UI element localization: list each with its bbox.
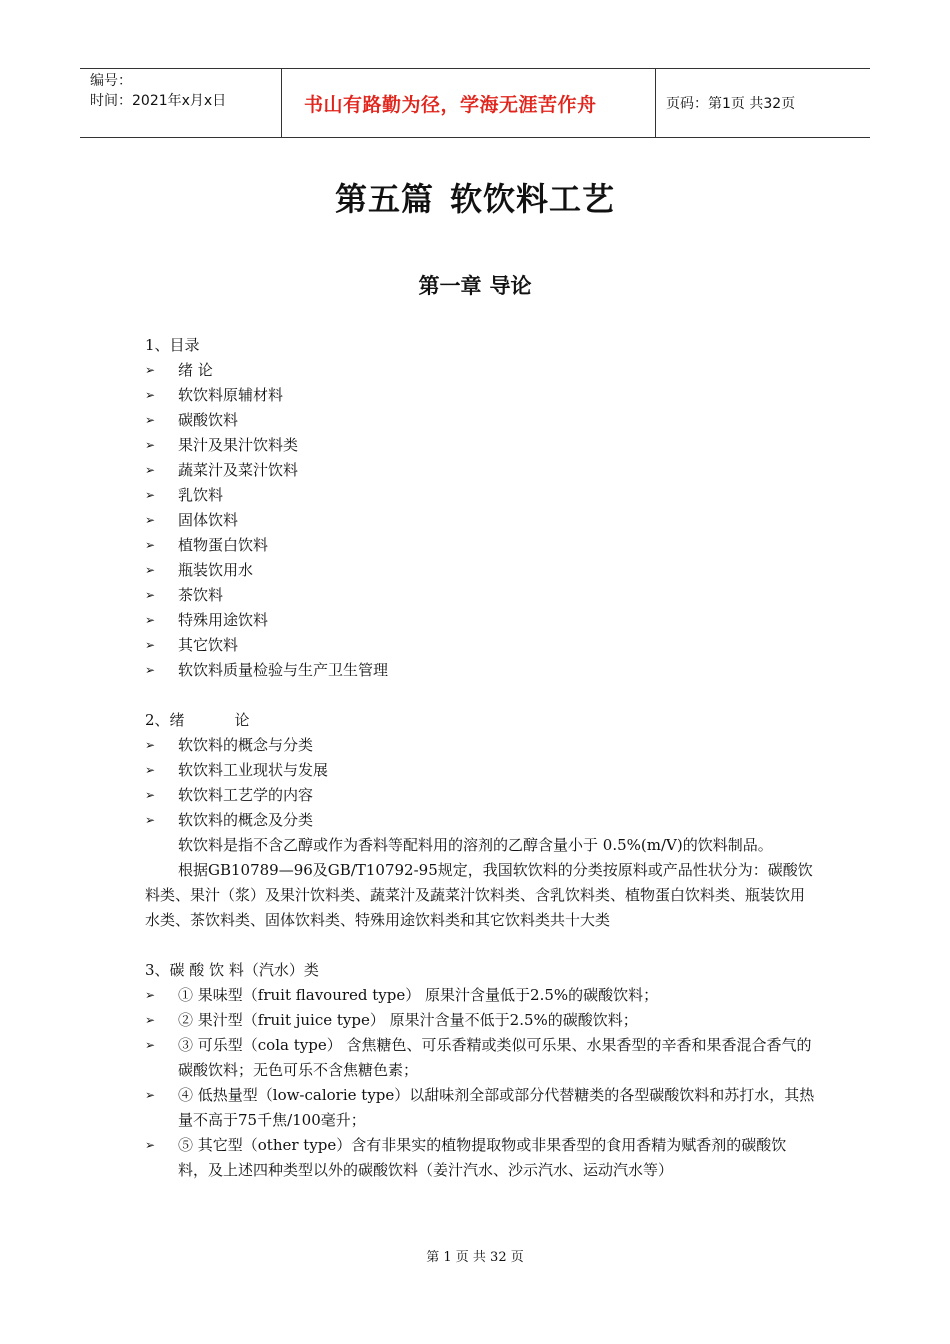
list-item-text: 果汁及果汁饮料类 <box>178 436 299 454</box>
arrowhead-bullet-icon: ➢ <box>145 488 156 502</box>
list-item <box>145 658 815 683</box>
list-item <box>145 983 815 1008</box>
header-motto: 书山有路勤为径，学海无涯苦作舟 <box>304 93 597 116</box>
list-item <box>145 583 815 608</box>
list-item <box>145 1133 815 1183</box>
arrowhead-bullet-icon: ➢ <box>145 538 156 552</box>
list-item-text: ⑤ 其它型（other type）含有非果实的植物提取物或非果香型的食用香精为赋香剂的碳酸饮料，及上述四种类型以外的碳酸饮料（姜汁汽水、沙示汽水、运动汽水等） <box>178 1136 787 1179</box>
number-label: 编号： <box>90 73 132 89</box>
title-name: 软饮料工艺 <box>450 180 616 218</box>
list-item <box>145 608 815 633</box>
arrowhead-bullet-icon: ➢ <box>145 1013 156 1027</box>
section2-paragraph-1: 软饮料是指不含乙醇或作为香料等配料用的溶剂的乙醇含量小于 0.5%(m/V)的饮料制品。 <box>178 836 773 854</box>
list-item <box>145 733 815 758</box>
header-page-info: 页码：第1页 共32页 <box>666 96 796 112</box>
list-item-text: ③ 可乐型（cola type） 含焦糖色、可乐香精或类似可乐果、水果香型的辛香和果香混合香气的碳酸饮料；无色可乐不含焦糖色素； <box>178 1036 812 1079</box>
title-part: 第五篇 <box>334 180 434 218</box>
list-item-text: 软饮料的概念及分类 <box>178 811 314 829</box>
arrowhead-bullet-icon: ➢ <box>145 563 156 577</box>
list-item <box>145 533 815 558</box>
list-item-text: ① 果味型（fruit flavoured type） 原果汁含量低于2.5%的碳酸饮料； <box>178 986 659 1004</box>
list-item <box>145 408 815 433</box>
section3-heading: 3、碳 酸 饮 料（汽水）类 <box>145 961 319 979</box>
list-item <box>145 783 815 808</box>
list-item <box>145 458 815 483</box>
list-item-text: 软饮料工艺学的内容 <box>178 786 314 804</box>
arrowhead-bullet-icon: ➢ <box>145 638 156 652</box>
arrowhead-bullet-icon: ➢ <box>145 788 156 802</box>
arrowhead-bullet-icon: ➢ <box>145 363 156 377</box>
page-footer: 第 1 页 共 32 页 <box>426 1250 524 1265</box>
arrowhead-bullet-icon: ➢ <box>145 588 156 602</box>
arrowhead-bullet-icon: ➢ <box>145 438 156 452</box>
header-meta <box>80 69 282 137</box>
list-item-text: 茶饮料 <box>178 586 224 604</box>
list-item-text: 其它饮料 <box>178 636 239 654</box>
page-header <box>80 68 870 138</box>
document-body <box>145 333 815 1183</box>
list-item-text: 软饮料工业现状与发展 <box>178 761 329 779</box>
list-item-text: 软饮料原辅材料 <box>178 386 284 404</box>
list-item <box>145 508 815 533</box>
arrowhead-bullet-icon: ➢ <box>145 763 156 777</box>
section2-heading-end: 论 <box>234 711 250 729</box>
list-item-text: 蔬菜汁及菜汁饮料 <box>178 461 299 479</box>
section2-heading-num: 2、绪 <box>145 711 185 729</box>
header-page-info-cell <box>656 69 870 137</box>
arrowhead-bullet-icon: ➢ <box>145 613 156 627</box>
header-motto-cell <box>282 69 656 137</box>
list-item-text: 植物蛋白饮料 <box>178 536 269 554</box>
list-item <box>145 1083 815 1133</box>
list-item <box>145 483 815 508</box>
list-item <box>145 383 815 408</box>
arrowhead-bullet-icon: ➢ <box>145 813 156 827</box>
arrowhead-bullet-icon: ➢ <box>145 1088 156 1102</box>
time-label: 时间：2021年x月x日 <box>90 93 227 109</box>
section1-list <box>145 358 815 683</box>
list-item <box>145 1033 815 1083</box>
section1-heading: 1、目录 <box>145 336 200 354</box>
arrowhead-bullet-icon: ➢ <box>145 988 156 1002</box>
list-item-text: 软饮料的概念与分类 <box>178 736 314 754</box>
list-item-text: 乳饮料 <box>178 486 224 504</box>
arrowhead-bullet-icon: ➢ <box>145 738 156 752</box>
arrowhead-bullet-icon: ➢ <box>145 388 156 402</box>
list-item-text: ② 果汁型（fruit juice type） 原果汁含量不低于2.5%的碳酸饮料； <box>178 1011 638 1029</box>
section2-heading <box>145 708 815 733</box>
arrowhead-bullet-icon: ➢ <box>145 463 156 477</box>
list-item <box>145 1008 815 1033</box>
list-item-text: 固体饮料 <box>178 511 239 529</box>
section3-list <box>145 983 815 1183</box>
section2-paragraph-2: 根据GB10789—96及GB/T10792-95规定，我国软饮料的分类按原料或产品性状分为：碳酸饮料类、果汁（浆）及果汁饮料类、蔬菜汁及蔬菜汁饮料类、含乳饮料类、植物蛋白饮料类、瓶装饮用水类、茶饮料类、固体饮料类、特殊用途饮料类和其它饮料类共十大类 <box>145 861 813 929</box>
chapter-number: 第一章 <box>418 274 482 298</box>
arrowhead-bullet-icon: ➢ <box>145 663 156 677</box>
arrowhead-bullet-icon: ➢ <box>145 1138 156 1152</box>
arrowhead-bullet-icon: ➢ <box>145 413 156 427</box>
chapter-heading <box>0 270 950 300</box>
list-item-text: 特殊用途饮料 <box>178 611 269 629</box>
arrowhead-bullet-icon: ➢ <box>145 513 156 527</box>
list-item-text: 软饮料质量检验与生产卫生管理 <box>178 661 389 679</box>
section2-list <box>145 733 815 833</box>
list-item-text: 碳酸饮料 <box>178 411 239 429</box>
list-item <box>145 358 815 383</box>
document-title <box>0 174 950 220</box>
list-item <box>145 433 815 458</box>
list-item <box>145 558 815 583</box>
list-item <box>145 808 815 833</box>
list-item-text: 绪 论 <box>178 361 213 379</box>
chapter-name: 导论 <box>489 274 532 298</box>
arrowhead-bullet-icon: ➢ <box>145 1038 156 1052</box>
list-item <box>145 633 815 658</box>
list-item-text: 瓶装饮用水 <box>178 561 254 579</box>
list-item <box>145 758 815 783</box>
list-item-text: ④ 低热量型（low-calorie type）以甜味剂全部或部分代替糖类的各型碳酸饮料和苏打水，其热量不高于75千焦/100毫升； <box>178 1086 815 1129</box>
